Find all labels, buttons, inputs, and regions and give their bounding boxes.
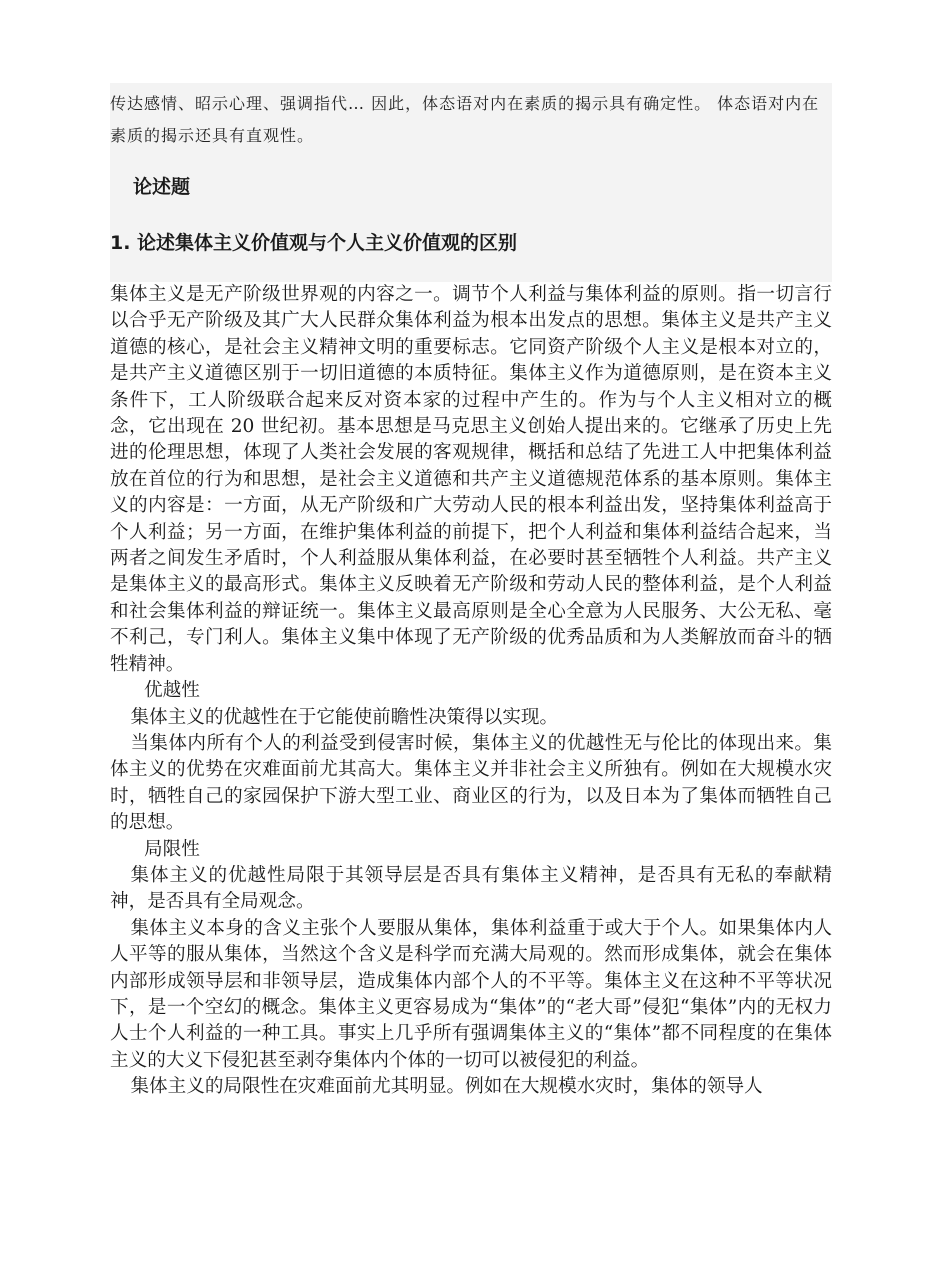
paragraph-advantage-summary: 集体主义的优越性在于它能使前瞻性决策得以实现。 (130, 706, 559, 728)
subheading-advantages: 优越性 (144, 680, 200, 702)
paragraph-advantage-detail: 当集体内所有个人的利益受到侵害时候，集体主义的优越性无与伦比的体现出来。集体主义的优势在灾难面前尤其高大。集体主义并非社会主义所独有。例如在大规模水灾时，牺牲自己的家园保护下游大型工业、商业区的行为，以及日本为了集体而牺牲自己的思想。 (110, 732, 832, 834)
document-body (110, 282, 832, 1101)
paragraph-limitation-summary: 集体主义的优越性局限于其领导层是否具有集体主义精神，是否具有无私的奉献精神，是否具有全局观念。 (110, 864, 832, 913)
question-title: 1. 论述集体主义价值观与个人主义价值观的区别 (110, 232, 518, 254)
paragraph-collectivism-definition: 集体主义是无产阶级世界观的内容之一。调节个人利益与集体利益的原则。指一切言行以合乎无产阶级及其广大人民群众集体利益为根本出发点的思想。集体主义是共产主义道德的核心，是社会主义精神文明的重要标志。它同资产阶级个人主义是根本对立的，是共产主义道德区别于一切旧道德的本质特征。集体主义作为道德原则，是在资本主义条件下，工人阶级联合起来反对资本家的过程中产生的。作为与个人主义相对立的概念，它出现在 20 世纪初。基本思想是马克思主义创始人提出来的。它继承了历史上先进的伦理思想，体现了人类社会发展的客观规律，概括和总结了先进工人中把集体利益放在首位的行为和思想，是社会主义道德和共产主义道德规范体系的基本原则。集体主义的内容是：一方面，从无产阶级和广大劳动人民的根本利益出发，坚持集体利益高于个人利益；另一方面，在维护集体利益的前提下，把个人利益和集体利益结合起来，当两者之间发生矛盾时，个人利益服从集体利益，在必要时甚至牺牲个人利益。共产主义是集体主义的最高形式。集体主义反映着无产阶级和劳动人民的整体利益，是个人利益和社会集体利益的辩证统一。集体主义最高原则是全心全意为人民服务、大公无私、毫不利己，专门利人。集体主义集中体现了无产阶级的优秀品质和为人类解放而奋斗的牺牲精神。 (110, 284, 832, 675)
section-title: 论述题 (133, 176, 191, 198)
intro-paragraph: 传达感情、昭示心理、强调指代… 因此，体态语对内在素质的揭示具有确定性。 体态语对内在素质的揭示还具有直观性。 (110, 94, 820, 145)
paragraph-limitation-detail: 集体主义本身的含义主张个人要服从集体，集体利益重于或大于个人。如果集体内人人平等的服从集体，当然这个含义是科学而充满大局观的。然而形成集体，就会在集体内部形成领导层和非领导层，造成集体内部个人的不平等。集体主义在这种不平等状况下，是一个空幻的概念。集体主义更容易成为“集体”的“老大哥”侵犯“集体”内的无权力人士个人利益的一种工具。事实上几乎所有强调集体主义的“集体”都不同程度的在集体主义的大义下侵犯甚至剥夺集体内个体的一切可以被侵犯的利益。 (110, 917, 832, 1071)
subheading-limitations: 局限性 (144, 838, 200, 860)
paragraph-limitation-disaster: 集体主义的局限性在灾难面前尤其明显。例如在大规模水灾时，集体的领导人 (130, 1076, 763, 1098)
